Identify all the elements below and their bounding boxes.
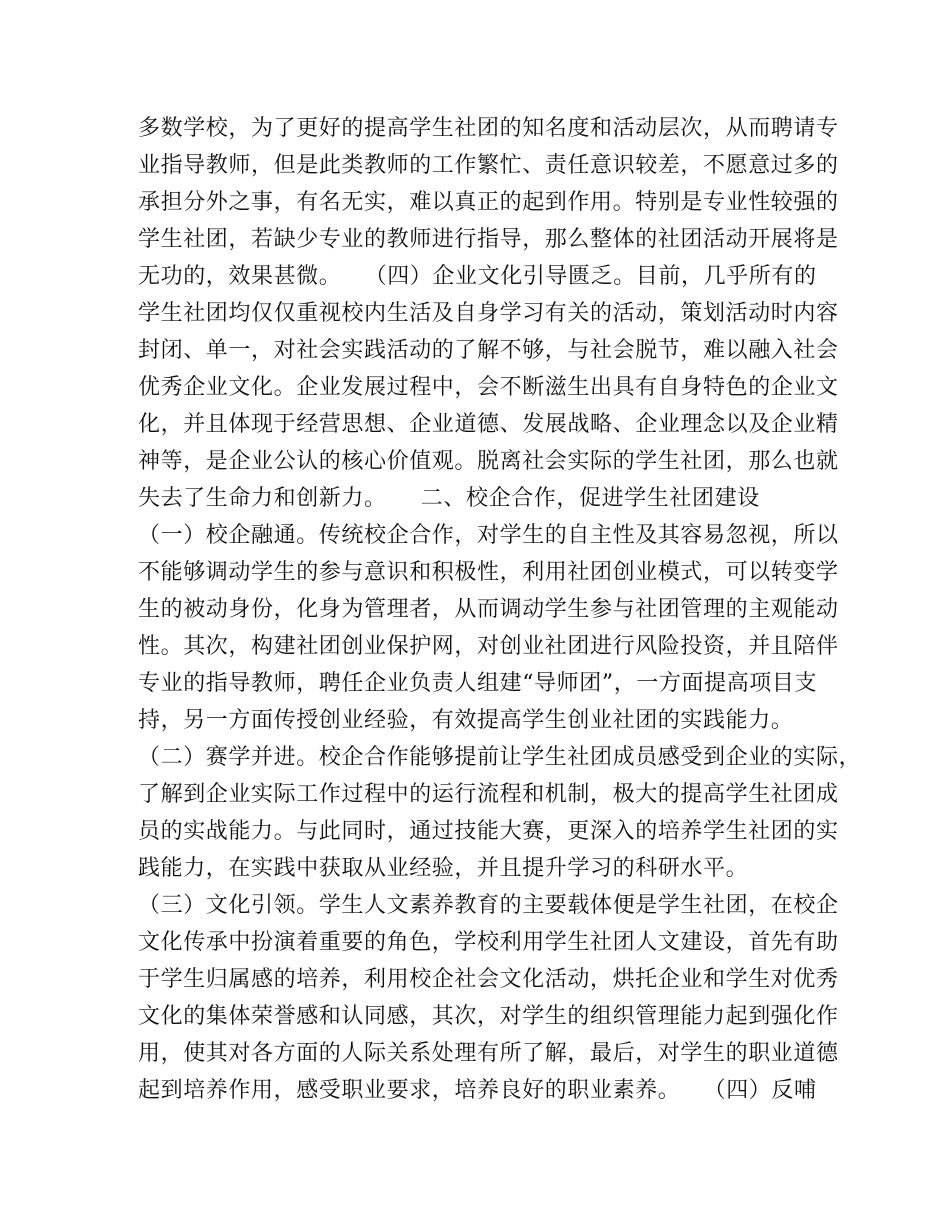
text-line: 文化传承中扮演着重要的角色，学校利用学生社团人文建设，首先有助 [138,930,839,955]
text-line: 践能力，在实践中获取从业经验，并且提升学习的科研水平。 [138,856,749,881]
text-line: 专业的指导教师，聘任企业负责人组建“导师团”，一方面提高项目支 [138,671,818,696]
text-line: （二）赛学并进。校企合作能够提前让学生社团成员感受到企业的实际， [138,745,862,770]
text-line: 多数学校，为了更好的提高学生社团的知名度和活动层次，从而聘请专 [138,116,839,141]
text-line: 于学生归属感的培养，利用校企社会文化活动，烘托企业和学生对优秀 [138,967,839,992]
text-line: 优秀企业文化。企业发展过程中，会不断滋生出具有自身特色的企业文 [138,375,839,400]
text-line: 员的实战能力。与此同时，通过技能大赛，更深入的培养学生社团的实 [138,819,839,844]
text-line: 承担分外之事，有名无实，难以真正的起到作用。特别是专业性较强的 [138,190,839,215]
text-line: 性。其次，构建社团创业保护网，对创业社团进行风险投资，并且陪伴 [138,634,839,659]
text-line: 生的被动身份，化身为管理者，从而调动学生参与社团管理的主观能动 [138,597,839,622]
text-line: 无功的，效果甚微。 （四）企业文化引导匮乏。目前，几乎所有的 [138,264,817,289]
text-line: （一）校企融通。传统校企合作，对学生的自主性及其容易忽视，所以 [138,523,839,548]
text-line: 学生社团均仅仅重视校内生活及自身学习有关的活动，策划活动时内容 [138,301,839,326]
text-line: 封闭、单一，对社会实践活动的了解不够，与社会脱节，难以融入社会 [138,338,839,363]
text-line: 用，使其对各方面的人际关系处理有所了解，最后，对学生的职业道德 [138,1041,839,1066]
text-line: 了解到企业实际工作过程中的运行流程和机制，极大的提高学生社团成 [138,782,839,807]
text-line: 神等，是企业公认的核心价值观。脱离社会实际的学生社团，那么也就 [138,449,839,474]
text-line: （三）文化引领。学生人文素养教育的主要载体便是学生社团，在校企 [138,893,839,918]
text-line: 失去了生命力和创新力。 二、校企合作，促进学生社团建设 [138,486,760,511]
text-line: 文化的集体荣誉感和认同感，其次，对学生的组织管理能力起到强化作 [138,1004,839,1029]
text-line: 持，另一方面传授创业经验，有效提高学生创业社团的实践能力。 [138,708,794,733]
text-line: 学生社团，若缺少专业的教师进行指导，那么整体的社团活动开展将是 [138,227,839,252]
text-line: 化，并且体现于经营思想、企业道德、发展战略、企业理念以及企业精 [138,412,839,437]
text-line: 起到培养作用，感受职业要求，培养良好的职业素养。 （四）反哺 [138,1078,817,1103]
body-paragraph [138,110,862,1109]
text-line: 不能够调动学生的参与意识和积极性，利用社团创业模式，可以转变学 [138,560,839,585]
text-line: 业指导教师，但是此类教师的工作繁忙、责任意识较差，不愿意过多的 [138,153,839,178]
